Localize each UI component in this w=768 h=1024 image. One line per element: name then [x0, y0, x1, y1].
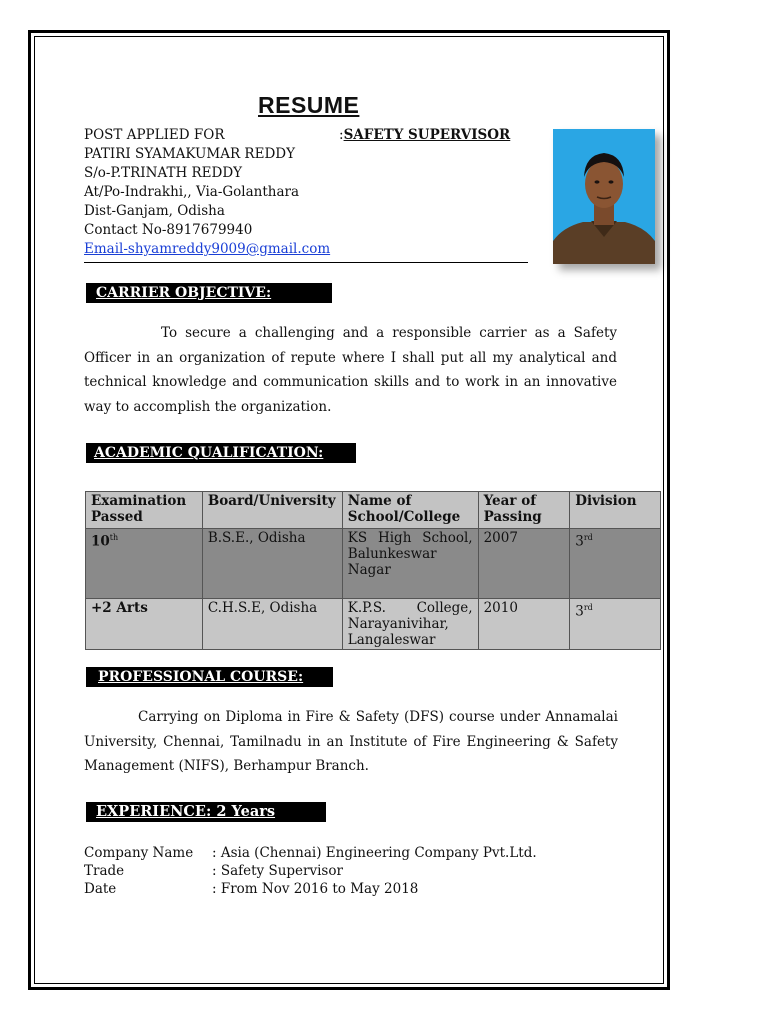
experience-value: : From Nov 2016 to May 2018: [212, 881, 419, 897]
applicant-name: PATIRI SYAMAKUMAR REDDY: [84, 146, 296, 162]
email-link[interactable]: Email-shyamreddy9009@gmail.com: [84, 241, 331, 257]
professional-text: Carrying on Diploma in Fire & Safety (DFS) course under Annamalai University, Chennai, Tamilnadu in an Institute of Fire Engineering & Safety Management (NIFS), Berhampur Branch.: [84, 709, 618, 774]
column-header: Examination Passed: [86, 492, 203, 529]
table-cell-exam: 10th: [86, 529, 203, 599]
table-row: [86, 529, 661, 599]
portrait-photo: [553, 129, 655, 264]
experience-company: [84, 844, 537, 863]
resume-title: RESUME: [258, 92, 360, 118]
experience-date: [84, 880, 418, 899]
column-header: Name of School/College: [342, 492, 478, 529]
experience-key: Trade: [84, 863, 125, 879]
portrait-icon: [553, 129, 655, 264]
header-divider: [84, 262, 528, 263]
section-heading-professional: PROFESSIONAL COURSE:: [86, 667, 333, 687]
experience-value: : Safety Supervisor: [212, 863, 343, 879]
table-cell-board: B.S.E., Odisha: [202, 529, 342, 599]
table-header-row: [86, 492, 661, 529]
section-heading-objective: CARRIER OBJECTIVE:: [86, 283, 332, 303]
address-line-1: At/Po-Indrakhi,, Via-Golanthara: [84, 184, 300, 200]
section-heading-academic: ACADEMIC QUALIFICATION:: [86, 443, 356, 463]
post-label: POST APPLIED FOR: [84, 127, 225, 143]
post-applied-line: [84, 126, 224, 145]
table-cell-school: K.P.S. College, Narayanivihar, Langaleswar: [342, 599, 478, 650]
post-separator: :: [339, 127, 344, 143]
experience-key: Company Name: [84, 845, 194, 861]
table-cell-board: C.H.S.E, Odisha: [202, 599, 342, 650]
table-cell-division: 3rd: [570, 599, 661, 650]
objective-text: To secure a challenging and a responsible carrier as a Safety Officer in an organization of repute where I shall put all my analytical and technical knowledge and communication skills and to work in an innovative way to accomplish the organization.: [84, 325, 617, 415]
experience-trade: [84, 862, 343, 881]
section-heading-experience: EXPERIENCE: 2 Years: [86, 802, 326, 822]
table-cell-year: 2010: [478, 599, 570, 650]
column-header: Division: [570, 492, 661, 529]
address-line-2: Dist-Ganjam, Odisha: [84, 203, 225, 219]
table-cell-year: 2007: [478, 529, 570, 599]
experience-value: : Asia (Chennai) Engineering Company Pvt.Ltd.: [212, 845, 537, 861]
post-value-line: [339, 126, 510, 145]
academic-table: [85, 491, 661, 650]
table-cell-exam: +2 Arts: [86, 599, 203, 650]
contact-number: Contact No-8917679940: [84, 222, 253, 238]
table-cell-school: KS High School, Balunkeswar Nagar: [342, 529, 478, 599]
table-row: [86, 599, 661, 650]
post-value: SAFETY SUPERVISOR: [343, 127, 511, 143]
column-header: Year of Passing: [478, 492, 570, 529]
experience-key: Date: [84, 881, 117, 897]
column-header: Board/University: [202, 492, 342, 529]
father-name: S/o-P.TRINATH REDDY: [84, 165, 243, 181]
table-cell-division: 3rd: [570, 529, 661, 599]
